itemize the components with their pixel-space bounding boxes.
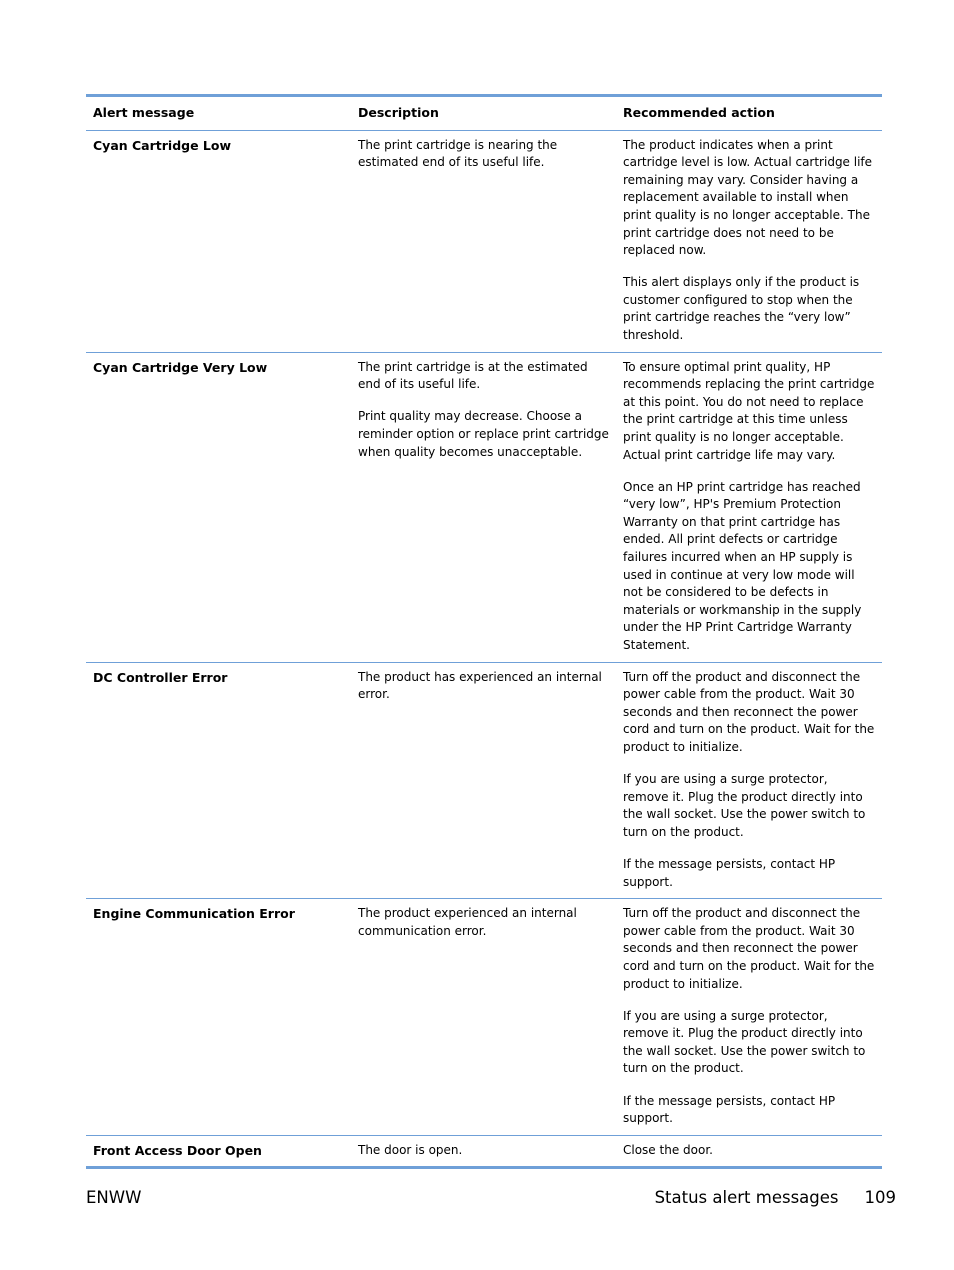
- description-paragraph: The product experienced an internal communication error.: [358, 906, 577, 938]
- table-header-row: [86, 96, 882, 131]
- action-cell: [616, 662, 882, 899]
- description-cell: [351, 899, 616, 1136]
- description-paragraph: The door is open.: [358, 1142, 463, 1157]
- description-cell: [351, 352, 616, 662]
- action-cell: [616, 352, 882, 662]
- header-recommended-action: Recommended action: [616, 96, 882, 131]
- alert-message-cell: Cyan Cartridge Low: [93, 137, 232, 153]
- action-paragraph: If the message persists, contact HP support.: [623, 856, 836, 889]
- description-paragraph: The print cartridge is at the estimated end of its useful life.: [358, 359, 588, 392]
- action-paragraph: Turn off the product and disconnect the power cable from the product. Wait 30 seconds and then reconnect the power cord and turn on the product. Wait for the product to initialize.: [623, 906, 875, 991]
- action-paragraph: This alert displays only if the product is customer configured to stop when the print cartridge reaches the “very low” threshold.: [623, 275, 860, 343]
- action-paragraph: If the message persists, contact HP support.: [623, 1093, 836, 1126]
- alert-message-cell: Front Access Door Open: [86, 1135, 351, 1168]
- action-paragraph: To ensure optimal print quality, HP recommends replacing the print cartridge at this point. You do not need to replace the print cartridge at this time unless print quality is no longer acceptable. Actual print cartridge life may vary.: [623, 359, 875, 462]
- header-description: Description: [351, 96, 616, 131]
- action-cell: [616, 130, 882, 352]
- action-cell: [616, 899, 882, 1136]
- table-row: [86, 662, 882, 899]
- table-row: [86, 1135, 882, 1168]
- footer-doc-code: ENWW: [86, 1188, 142, 1207]
- description-cell: [351, 662, 616, 899]
- footer-section: [655, 1187, 896, 1209]
- action-paragraph: Turn off the product and disconnect the power cable from the product. Wait 30 seconds and then reconnect the power cord and turn on the product. Wait for the product to initialize.: [623, 669, 875, 754]
- alert-message-cell: Engine Communication Error: [86, 899, 351, 1136]
- table-row: [86, 899, 882, 1136]
- page-number: 109: [864, 1188, 896, 1207]
- description-paragraph: The product has experienced an internal error.: [358, 669, 602, 702]
- description-cell: [351, 130, 616, 352]
- table-row: [86, 352, 882, 662]
- alert-message-cell: DC Controller Error: [86, 662, 351, 899]
- footer-section-title: Status alert messages: [654, 1188, 839, 1207]
- action-paragraph: The product indicates when a print cartridge level is low. Actual cartridge life remaining may vary. Consider having a replacement available to install when print quality is no longer acceptable. The print cartridge does not need to be replaced now.: [623, 137, 873, 258]
- header-alert-message: Alert message: [86, 96, 351, 131]
- action-cell: [616, 1135, 882, 1168]
- action-paragraph: Close the door.: [623, 1142, 713, 1157]
- table-row: [86, 130, 882, 352]
- alert-table: [86, 94, 882, 1169]
- description-paragraph: The print cartridge is nearing the estimated end of its useful life.: [358, 137, 558, 170]
- action-paragraph: Once an HP print cartridge has reached “very low”, HP's Premium Protection Warranty on that print cartridge has ended. All print defects or cartridge failures incurred when an HP supply is used in continue at very low mode will not be considered to be defects in materials or workmanship in the supply under the HP Print Cartridge Warranty Statement.: [623, 479, 862, 653]
- action-paragraph: If you are using a surge protector, remove it. Plug the product directly into the wall socket. Use the power switch to turn on the product.: [623, 1008, 866, 1076]
- description-cell: [351, 1135, 616, 1168]
- description-paragraph: Print quality may decrease. Choose a reminder option or replace print cartridge when quality becomes unacceptable.: [358, 409, 609, 459]
- alert-message-cell: Cyan Cartridge Very Low: [86, 352, 351, 662]
- action-paragraph: If you are using a surge protector, remove it. Plug the product directly into the wall socket. Use the power switch to turn on the product.: [623, 772, 866, 839]
